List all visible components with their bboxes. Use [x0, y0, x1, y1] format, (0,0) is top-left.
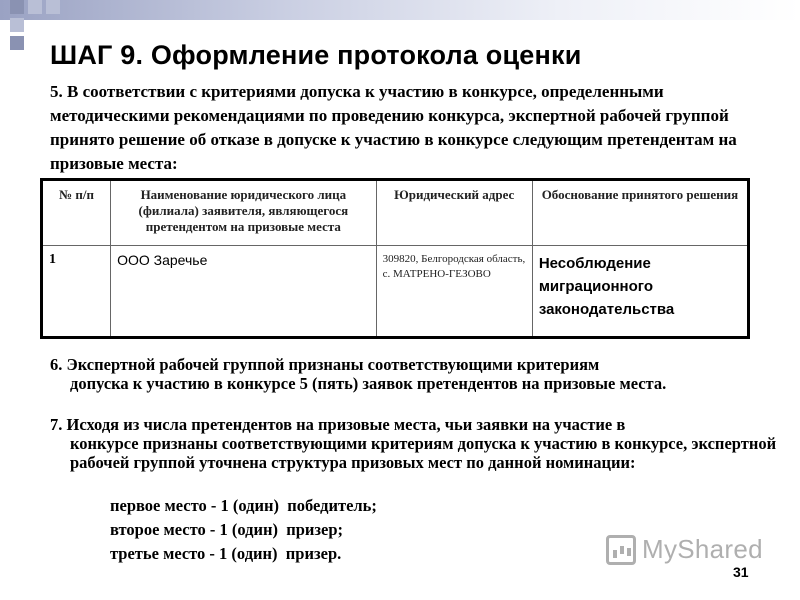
paragraph-6	[50, 355, 780, 393]
refusal-table	[40, 178, 750, 339]
paragraph-5: 5. В соответствии с критериями допуска к участию в конкурсе, определенными методическими рекомендациями по проведению конкурса, экспертной рабочей группой принято решение об отказе в допуске к участию в конкурсе следующим претендентам на призовые места:	[50, 82, 737, 173]
paragraph-7-rest: конкурсе признаны соответствующими критериям допуска к участию в конкурсе, экспертной рабочей группой уточнена структура призовых мест по данной номинации:	[70, 434, 777, 472]
presentation-chart-icon	[606, 535, 636, 565]
column-header: Обоснование принятого решения	[532, 180, 748, 246]
list-item: первое место - 1 (один) победитель;	[110, 496, 377, 515]
prize-places-list	[110, 494, 377, 566]
slide-number: 31	[733, 564, 749, 580]
legal-address-cell: 309820, Белгородская область, с. МАТРЕНО-ГЕЗОВО	[376, 246, 532, 338]
decision-reason-cell: Несоблюдение миграционного законодательства	[532, 246, 748, 338]
row-number-cell: 1	[42, 246, 111, 338]
list-item: второе место - 1 (один) призер;	[110, 520, 344, 539]
page-title: ШАГ 9. Оформление протокола оценки	[50, 40, 582, 70]
watermark	[606, 534, 763, 565]
column-header: Наименование юридического лица (филиала) заявителя, являющегося претендентом на призовые места	[111, 180, 377, 246]
list-item: третье место - 1 (один) призер.	[110, 544, 342, 563]
column-header: № п/п	[42, 180, 111, 246]
paragraph-6-rest: допуска к участию в конкурсе 5 (пять) заявок претендентов на призовые места.	[70, 374, 667, 393]
paragraph-7	[50, 415, 780, 472]
paragraph-7-lead: 7. Исходя из числа претендентов на призовые места, чьи заявки на участие в	[50, 415, 626, 434]
column-header: Юридический адрес	[376, 180, 532, 246]
table-row	[42, 246, 749, 338]
paragraph-6-lead: 6. Экспертной рабочей группой признаны соответствующими критериям	[50, 355, 600, 374]
table-header-row	[42, 180, 749, 246]
company-name-cell: ООО Заречье	[111, 246, 377, 338]
watermark-text: MyShared	[642, 534, 763, 564]
header-gradient-bar	[0, 0, 800, 20]
